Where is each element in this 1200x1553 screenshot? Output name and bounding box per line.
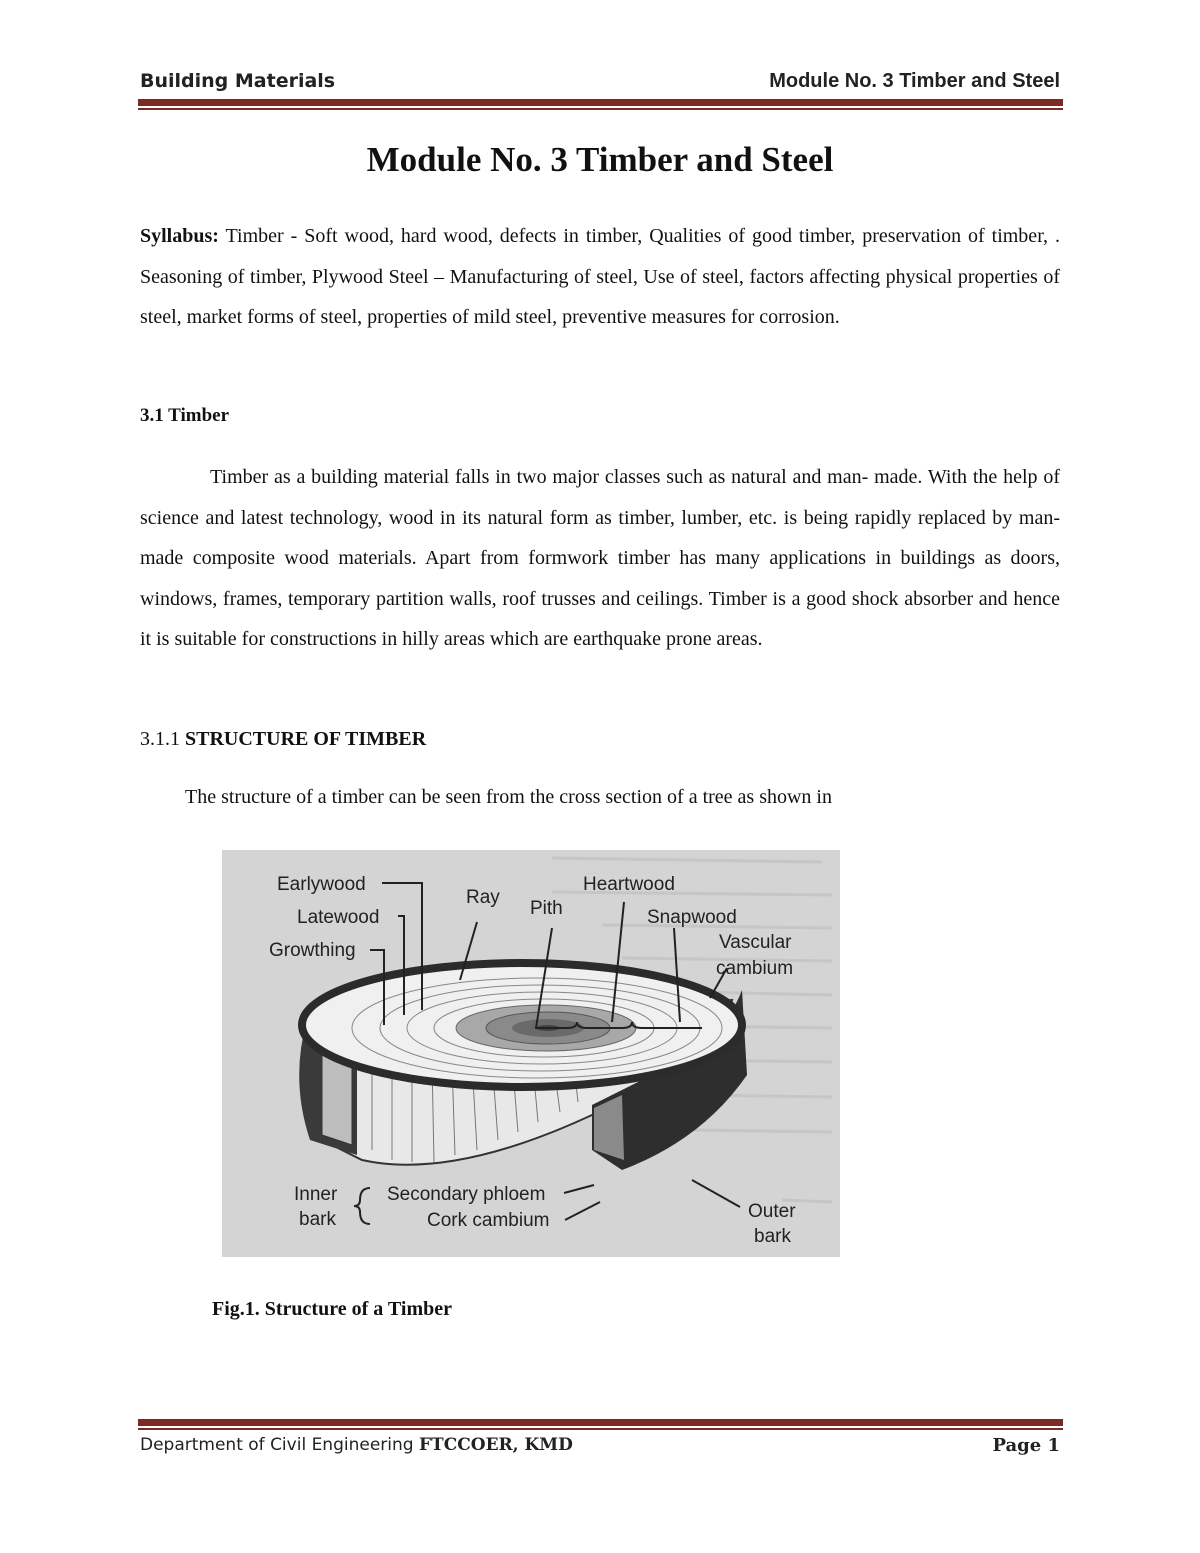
timber-cross-section-figure xyxy=(222,850,840,1257)
timber-diagram xyxy=(222,850,840,1257)
label-earlywood: Earlywood xyxy=(277,874,366,895)
page-title: Module No. 3 Timber and Steel xyxy=(366,140,834,179)
section-heading-3-1-1 xyxy=(140,728,426,751)
section-heading-3-1: 3.1 Timber xyxy=(140,405,230,426)
header-left: Building Materials xyxy=(140,70,336,92)
structure-paragraph: The structure of a timber can be seen from the cross section of a tree as shown in xyxy=(185,786,832,808)
figure-caption: Fig.1. Structure of a Timber xyxy=(212,1298,452,1320)
footer-department xyxy=(140,1435,573,1455)
header-rule xyxy=(138,99,1063,106)
label-growthing: Growthing xyxy=(269,940,356,961)
section-number: 3.1.1 xyxy=(140,728,185,750)
timber-paragraph: Timber as a building material falls in two major classes such as natural and man- made. With the help of science and latest technology, wood in its natural form as timber, lumber, etc. is being rapidly replaced by man-made composite wood materials. Apart from formwork timber has many applications in buildings as doors, windows, frames, temporary partition walls, roof trusses and ceilings. Timber is a good shock absorber and hence it is suitable for constructions in hilly areas which are earthquake prone areas. xyxy=(140,466,1060,650)
header-rule-thin xyxy=(138,108,1063,110)
page-number: Page 1 xyxy=(992,1435,1060,1456)
label-secondary-phloem: Secondary phloem xyxy=(387,1184,546,1205)
syllabus-label: Syllabus: xyxy=(140,225,219,247)
footer-rule-thin xyxy=(138,1428,1063,1430)
label-outer: Outer xyxy=(748,1201,796,1222)
label-latewood: Latewood xyxy=(297,907,380,928)
syllabus-text: Timber - Soft wood, hard wood, defects in timber, Qualities of good timber, preservation of timber, . Seasoning of timber, Plywood Steel – Manufacturing of steel, Use of steel, factors affecting physical properties of steel, market forms of steel, properties of mild steel, preventive measures for corrosion. xyxy=(140,225,1060,328)
label-vascular: Vascular xyxy=(719,932,792,953)
footer-rule xyxy=(138,1419,1063,1426)
label-cork-cambium: Cork cambium xyxy=(427,1210,550,1231)
footer-department-text: Department of Civil Engineering xyxy=(140,1435,419,1455)
label-ray: Ray xyxy=(466,887,500,908)
section-title: STRUCTURE OF TIMBER xyxy=(185,728,427,750)
header-right: Module No. 3 Timber and Steel xyxy=(769,70,1060,92)
label-cambium: cambium xyxy=(716,958,794,979)
label-inner: Inner xyxy=(294,1184,338,1205)
label-inner-bark: bark xyxy=(299,1209,336,1230)
footer-college: FTCCOER, KMD xyxy=(418,1435,573,1455)
syllabus-paragraph xyxy=(140,216,1060,338)
label-outer-bark: bark xyxy=(754,1226,791,1247)
label-pith: Pith xyxy=(530,898,563,919)
label-heartwood: Heartwood xyxy=(583,874,675,895)
label-snapwood: Snapwood xyxy=(647,907,737,928)
